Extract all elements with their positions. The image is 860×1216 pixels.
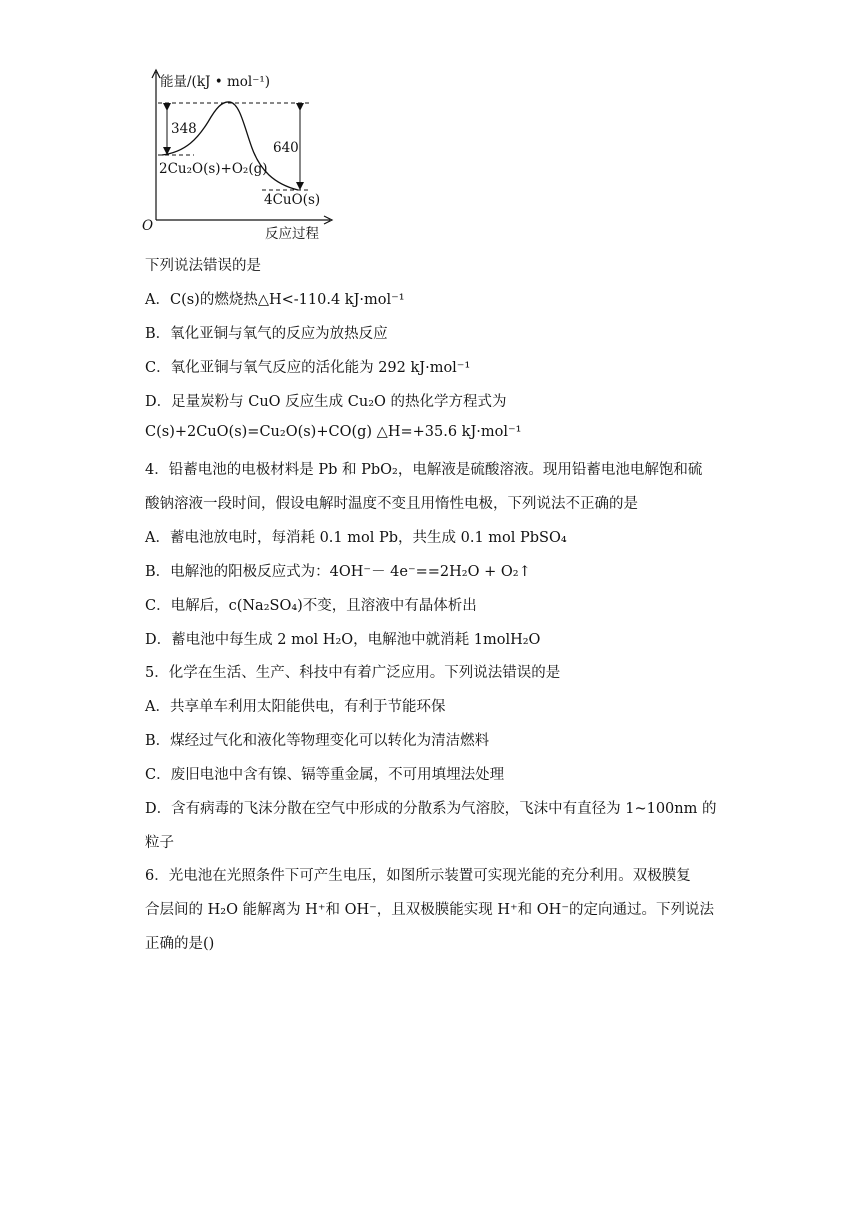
q5-option-d-continued: 粒子 [145, 835, 174, 851]
q3-option-d: D．足量炭粉与 CuO 反应生成 Cu₂O 的热化学方程式为 [145, 394, 507, 410]
energy-diagram-graphic [138, 66, 338, 244]
energy-diagram [138, 66, 338, 244]
activation-energy-label: 348 [171, 121, 197, 137]
energy-gap-label: 640 [273, 140, 299, 156]
question-6-stem-line-3: 正确的是() [145, 936, 215, 952]
q4-option-b: B．电解池的阳极反应式为：4OH⁻－ 4e⁻==2H₂O + O₂↑ [145, 564, 531, 580]
y-axis-label: 能量/(kJ • mol⁻¹) [160, 74, 271, 90]
q5-option-c: C．废旧电池中含有镍、镉等重金属，不可用填埋法处理 [145, 767, 505, 783]
question-4-stem-line-1: 4．铅蓄电池的电极材料是 Pb 和 PbO₂，电解液是硫酸溶液。现用铅蓄电池电解饱和硫 [145, 462, 703, 478]
q3-option-b: B．氧化亚铜与氧气的反应为放热反应 [145, 326, 388, 342]
q3-option-c: C．氧化亚铜与氧气反应的活化能为 292 kJ·mol⁻¹ [145, 360, 471, 376]
origin-label: O [142, 218, 154, 234]
question-6-stem-line-1: 6．光电池在光照条件下可产生电压，如图所示装置可实现光能的充分利用。双极膜复 [145, 868, 691, 884]
question-5-stem: 5．化学在生活、生产、科技中有着广泛应用。下列说法错误的是 [145, 665, 561, 681]
question-stem-3: 下列说法错误的是 [145, 258, 261, 274]
q4-option-c: C．电解后，c(Na₂SO₄)不变，且溶液中有晶体析出 [145, 598, 477, 614]
q5-option-d: D．含有病毒的飞沫分散在空气中形成的分散系为气溶胶，飞沫中有直径为 1~100nm 的 [145, 801, 717, 817]
q3-option-d-equation: C(s)+2CuO(s)=Cu₂O(s)+CO(g) △H=+35.6 kJ·mol⁻¹ [145, 424, 522, 440]
q3-option-a: A．C(s)的燃烧热△H<-110.4 kJ·mol⁻¹ [145, 292, 405, 308]
q5-option-a: A．共享单车利用太阳能供电，有利于节能环保 [145, 699, 446, 715]
question-6-stem-line-2: 合层间的 H₂O 能解离为 H⁺和 OH⁻，且双极膜能实现 H⁺和 OH⁻的定向通过。下列说法 [145, 902, 714, 918]
q4-option-d: D．蓄电池中每生成 2 mol H₂O，电解池中就消耗 1molH₂O [145, 632, 541, 648]
q5-option-b: B．煤经过气化和液化等物理变化可以转化为清洁燃料 [145, 733, 490, 749]
q4-option-a: A．蓄电池放电时，每消耗 0.1 mol Pb，共生成 0.1 mol PbSO₄ [145, 530, 567, 546]
product-label: 4CuO(s) [264, 192, 321, 208]
question-4-stem-line-2: 酸钠溶液一段时间，假设电解时温度不变且用惰性电极，下列说法不正确的是 [145, 496, 638, 512]
x-axis-label: 反应过程 [265, 226, 319, 242]
reactant-label: 2Cu₂O(s)+O₂(g) [159, 161, 268, 177]
